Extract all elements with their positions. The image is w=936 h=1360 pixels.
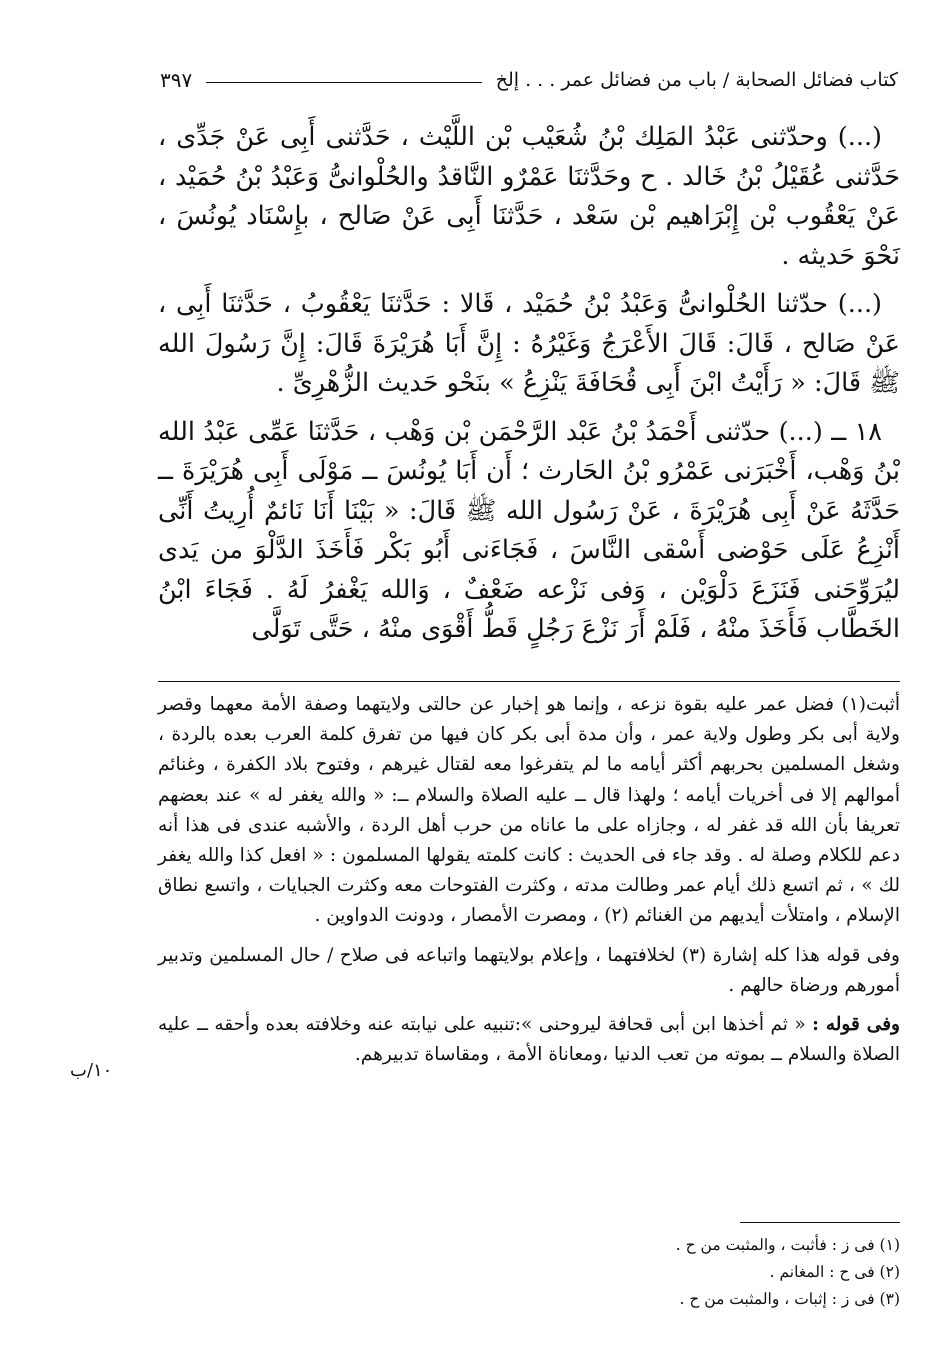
commentary-lead: وفى قوله : <box>812 1014 900 1036</box>
hadith-text <box>158 118 900 659</box>
page-number: ٣٩٧ <box>160 68 193 92</box>
footnote-1: (١) فى ز : فأثبت ، والمثبت من ح . <box>675 1236 900 1254</box>
header-rule <box>206 82 481 83</box>
margin-folio-note: ١٠/ب <box>70 1060 113 1081</box>
running-header-title: كتاب فضائل الصحابة / باب من فضائل عمر . . . إلخ <box>495 69 898 91</box>
commentary-paragraph-1: أثبت(١) فضل عمر عليه بقوة نزعه ، وإنما هو إخبار عن حالتى ولايتهما وصفة الأمة معهما وقصر ولاية أبى بكر وطول ولاية عمر ، وأن مدة أبى بكر كان فيها من تفرق كلمة العرب بعده بالردة ، وشغل المسلمين بحربهم أكثر أيامه ما لم يتفرغوا معه لقتال غيرهم ، وفتوح بلاد الكفرة ، وغنائم أموالهم إلا فى أخريات أيامه ؛ ولهذا قال ــ عليه الصلاة والسلام ــ: « والله يغفر له » عند بعضهم تعريفا بأن الله قد غفر له ، وجازاه على ما عاناه من حرب أهل الردة ، والأشبه عندى فى هذا أنه دعم للكلام وصلة له . وقد جاء فى الحديث : كانت كلمته يقولها المسلمون : « افعل كذا والله يغفر لك » ، ثم اتسع ذلك أيام عمر وطالت مدته ، وكثرت الفتوحات معه وكثرت الجبايات ، واتسع نطاق الإسلام ، وامتلأت أيديهم من الغنائم (٢) ، ومصرت الأمصار ، ودونت الدواوين . <box>158 694 900 927</box>
commentary <box>158 690 900 1079</box>
text-commentary-divider <box>158 681 900 682</box>
hadith-paragraph-3: ١٨ ــ (...) حدّثنى أَحْمَدُ بْنُ عَبْد الرَّحْمَن بْن وَهْب ، حَدَّثنَا عَمِّى عَبْدُ الله بْنُ وَهْب، أَخْبَرَنى عَمْرُو بْنُ الحَارث ؛ أَن أَبَا يُونُسَ ــ مَوْلَى أَبِى هُرَيْرَةَ ــ حَدَّثَهُ عَنْ أَبِى هُرَيْرَةَ ، عَنْ رَسُول الله ﷺ قَالَ: « بَيْنَا أَنَا نَائمٌ أُرِيتُ أَنِّى أَنْزِعُ عَلَى حَوْضى أَسْقى النَّاسَ ، فَجَاءَنى أَبُو بَكْر فَأَخَذَ الدَّلْوَ من يَدى ليُرَوِّحَنى فَنَزَعَ دَلْوَيْن ، وَفى نَزْعه ضَعْفٌ ، وَالله يَغْفرُ لَهُ . فَجَاءَ ابْنُ الخَطَّاب فَأَخَذَ منْهُ ، فَلَمْ أَرَ نَزْعَ رَجُلٍ قَطُّ أَقْوَى منْهُ ، حَتَّى تَوَلَّى <box>158 416 901 644</box>
commentary-paragraph-3 <box>158 1010 900 1070</box>
footnote-3: (٣) فى ز : إثبات ، والمثبت من ح . <box>679 1290 900 1308</box>
running-header <box>160 60 898 100</box>
commentary-paragraph-3-text: « ثم أخذها ابن أبى قحافة ليروحنى »:تنبيه على نيابته عنه وخلافته بعده وأحقه ــ عليه الصلاة والسلام ــ بموته من تعب الدنيا ،ومعاناة الأمة ، ومقاساة تدبيرهم. <box>158 1014 900 1066</box>
footnotes <box>500 1232 900 1313</box>
footnote-divider <box>740 1222 900 1223</box>
footnote-2: (٢) فى ح : المغانم . <box>769 1263 900 1281</box>
hadith-paragraph-1: (...) وحدّثنى عَبْدُ المَلِك بْنُ شُعَيْب بْن اللَّيْث ، حَدَّثنى أَبِى عَنْ جَدِّى ، حَدَّثنى عُقَيْلُ بْنُ خَالد . ح وحَدَّثنَا عَمْرٌو النَّاقدُ والحُلْوانىُّ وَعَبْدُ بْنُ حُمَيْد ، عَنْ يَعْقُوب بْن إِبْرَاهيم بْن سَعْد ، حَدَّثنَا أَبِى عَنْ صَالح ، بإِسْنَاد يُونُسَ ، نَحْوَ حَديثه . <box>158 122 900 271</box>
hadith-paragraph-2: (...) حدّثنا الحُلْوانىُّ وَعَبْدُ بْنُ حُمَيْد ، قَالا : حَدَّثنَا يَعْقُوبُ ، حَدَّثنَا أَبِى ، عَنْ صَالح ، قَالَ: قَالَ الأَعْرَجُ وَغَيْرُهُ : إِنَّ أَبَا هُرَيْرَةَ قَالَ: إِنَّ رَسُولَ الله ﷺ قَالَ: « رَأَيْتُ ابْنَ أَبِى قُحَافَةَ يَنْزِعُ » بنَحْو حَديث الزُّهْرِىِّ . <box>158 289 900 398</box>
commentary-paragraph-2: وفى قوله هذا كله إشارة (٣) لخلافتهما ، وإعلام بولايتهما واتباعه فى صلاح / حال المسلمين وتدبير أمورهم ورضاة حالهم . <box>158 944 900 996</box>
